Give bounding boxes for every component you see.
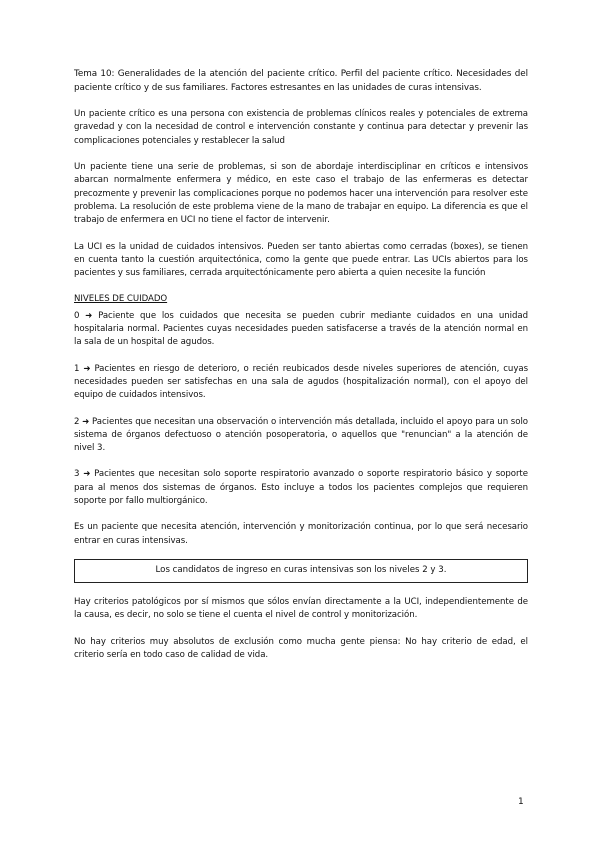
document-page <box>74 68 528 662</box>
document-title: Tema 10: Generalidades de la atención del paciente crítico. Perfil del paciente crítico. Necesidades del paciente crítico y de sus familiares. Factores estresantes en las unidades de curas intensivas. <box>74 69 528 93</box>
section-heading: NIVELES DE CUIDADO <box>74 294 168 305</box>
paragraph-exclusion: No hay criterios muy absolutos de exclusión como mucha gente piensa: No hay criterio de edad, el criterio sería en todo caso de calidad de vida. <box>74 636 528 660</box>
paragraph-uci: La UCI es la unidad de cuidados intensivos. Pueden ser tanto abiertas como cerradas (boxes), se tienen en cuenta tanto la cuestión arquitectónica, como la gente que puede entrar. Las UCIs abiertos para los pacientes y sus familiares, cerrada arquitectónicamente pero abierta a quien necesite la función <box>74 241 528 279</box>
level-item: 2 ➜ Pacientes que necesitan una observación o intervención más detallada, incluido el apoyo para un solo sistema de órganos defectuoso o atención posoperatoria, o aquellos que "renuncian" a la atención de nivel 3. <box>74 416 528 454</box>
paragraph-continuous-care: Es un paciente que necesita atención, intervención y monitorización continua, por lo que será necesario entrar en curas intensivas. <box>74 522 528 546</box>
level-item: 1 ➜ Pacientes en riesgo de deterioro, o recién reubicados desde niveles superiores de atención, cuyas necesidades pueden ser satisfechas en una sala de agudos (hospitalización normal), con el apoyo del equipo de cuidados intensivos. <box>74 363 528 401</box>
paragraph-problems: Un paciente tiene una serie de problemas, si son de abordaje interdisciplinar en críticos e intensivos abarcan normalmente enfermera y médico, en este caso el trabajo de las enfermeras es detectar precozmente y prevenir las complicaciones porque no podemos hacer una intervención para resolver este problema. La resolución de este problema viene de la mano de trabajar en equipo. La diferencia es que el trabajo de enfermera en UCI no tiene el factor de intervenir. <box>74 162 528 226</box>
paragraph-criteria: Hay criterios patológicos por sí mismos que sólos envían directamente a la UCI, independientemente de la causa, es decir, no solo se tiene el cuenta el nivel de control y monitorización. <box>74 596 528 621</box>
level-item: 0 ➜ Paciente que los cuidados que necesita se pueden cubrir mediante cuidados en una unidad hospitalaria normal. Pacientes cuyas necesidades pueden satisfacerse a través de la atención normal en la sala de un hospital de agudos. <box>74 310 528 348</box>
paragraph-critical-patient: Un paciente crítico es una persona con existencia de problemas clínicos reales y potenciales de extrema gravedad y con la necesidad de control e intervención constante y continua para detectar y prevenir las complicaciones potenciales y restablecer la salud <box>74 109 528 146</box>
level-item: 3 ➜ Pacientes que necesitan solo soporte respiratorio avanzado o soporte respiratorio básico y soporte para al menos dos sistemas de órganos. Esto incluye a todos los pacientes complejos que requieren soporte por fallo multiorgánico. <box>74 469 528 507</box>
callout-box: Los candidatos de ingreso en curas intensivas son los niveles 2 y 3. <box>74 559 528 583</box>
page-number: 1 <box>518 797 524 807</box>
